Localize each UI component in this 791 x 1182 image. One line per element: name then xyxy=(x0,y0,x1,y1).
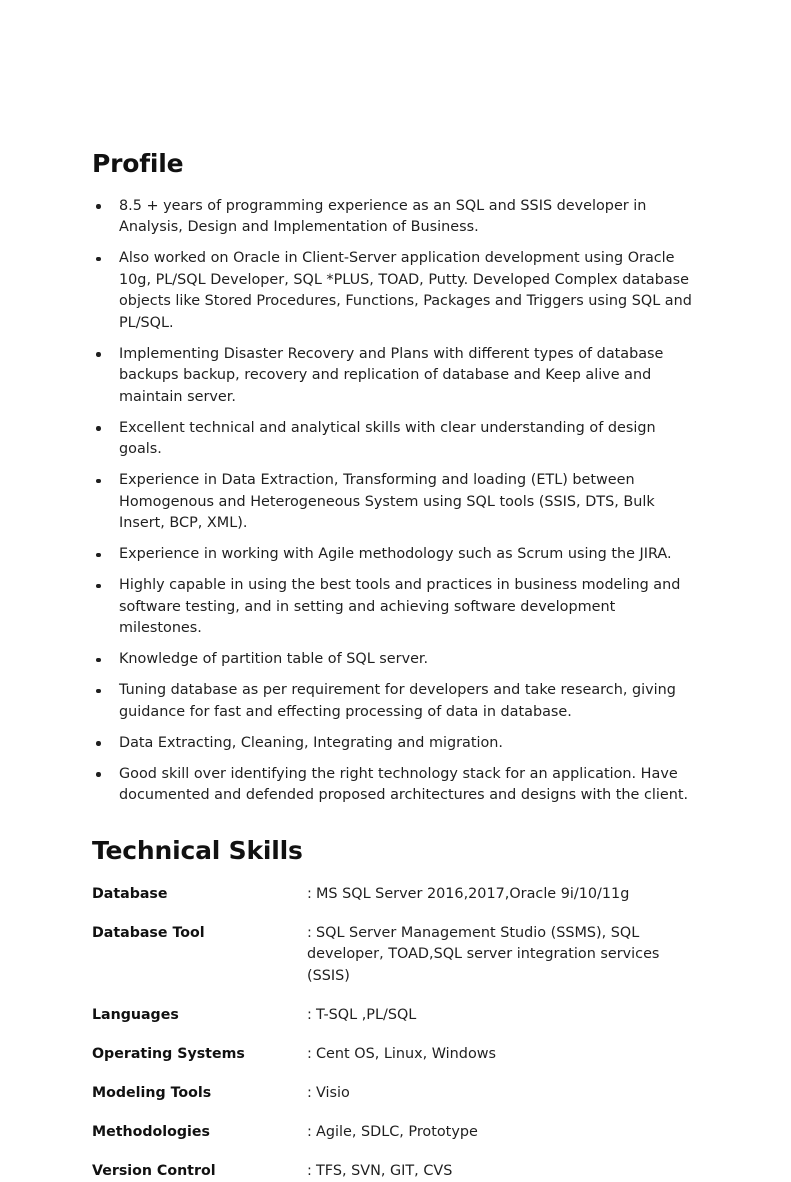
list-item xyxy=(92,575,697,640)
bullet-dot-icon xyxy=(96,204,101,209)
list-item xyxy=(92,344,697,409)
list-item xyxy=(92,196,697,239)
profile-bullet-list xyxy=(92,196,697,807)
bullet-dot-icon xyxy=(96,741,101,746)
list-item-text: Implementing Disaster Recovery and Plans with different types of database backups backup, recovery and replication of database and Keep alive and maintain server. xyxy=(119,346,663,405)
profile-heading: Profile xyxy=(92,150,697,179)
list-item-text: Data Extracting, Cleaning, Integrating and migration. xyxy=(119,735,503,751)
skill-label: Modeling Tools xyxy=(92,1083,307,1122)
skill-label: Version Control xyxy=(92,1161,307,1182)
separator-colon: : xyxy=(307,1161,316,1182)
list-item-text: Highly capable in using the best tools and practices in business modeling and software testing, and in setting and achieving software development milestones. xyxy=(119,577,680,636)
skill-value-text: Cent OS, Linux, Windows xyxy=(316,1046,496,1062)
separator-colon: : xyxy=(307,1005,316,1027)
list-item-text: Good skill over identifying the right technology stack for an application. Have documented and defended proposed architectures and designs with the client. xyxy=(119,766,688,804)
skill-value xyxy=(307,1005,697,1044)
skill-value-text: Visio xyxy=(316,1085,350,1101)
list-item xyxy=(92,680,697,723)
bullet-dot-icon xyxy=(96,426,101,431)
bullet-dot-icon xyxy=(96,352,101,357)
table-row xyxy=(92,1083,697,1122)
bullet-dot-icon xyxy=(96,658,101,663)
skill-value xyxy=(307,1083,697,1122)
skill-value-text: SQL Server Management Studio (SSMS), SQL developer, TOAD,SQL server integration services (SSIS) xyxy=(307,925,659,984)
list-item-text: Excellent technical and analytical skills with clear understanding of design goals. xyxy=(119,420,656,458)
skill-value-text: T-SQL ,PL/SQL xyxy=(316,1007,416,1023)
list-item-text: Experience in Data Extraction, Transforming and loading (ETL) between Homogenous and Heterogeneous System using SQL tools (SSIS, DTS, Bulk Insert, BCP, XML). xyxy=(119,472,655,531)
skill-label: Database Tool xyxy=(92,923,307,1005)
skill-label: Database xyxy=(92,884,307,923)
separator-colon: : xyxy=(307,1044,316,1066)
profile-section xyxy=(92,150,697,807)
table-row xyxy=(92,1005,697,1044)
list-item-text: Tuning database as per requirement for developers and take research, giving guidance for fast and effecting processing of data in database. xyxy=(119,682,676,720)
table-row xyxy=(92,923,697,1005)
skill-value xyxy=(307,1161,697,1182)
table-row xyxy=(92,1044,697,1083)
document-content xyxy=(92,150,697,1182)
skill-value-text: TFS, SVN, GIT, CVS xyxy=(316,1163,452,1179)
bullet-dot-icon xyxy=(96,257,101,262)
bullet-dot-icon xyxy=(96,772,101,777)
skill-value xyxy=(307,1122,697,1161)
list-item xyxy=(92,649,697,671)
list-item xyxy=(92,470,697,535)
list-item-text: Experience in working with Agile methodology such as Scrum using the JIRA. xyxy=(119,546,672,562)
separator-colon: : xyxy=(307,884,316,906)
skill-value-text: Agile, SDLC, Prototype xyxy=(316,1124,478,1140)
list-item-text: Knowledge of partition table of SQL server. xyxy=(119,651,428,667)
separator-colon: : xyxy=(307,1122,316,1144)
bullet-dot-icon xyxy=(96,479,101,484)
skill-value xyxy=(307,884,697,923)
separator-colon: : xyxy=(307,1083,316,1105)
skill-label: Operating Systems xyxy=(92,1044,307,1083)
list-item xyxy=(92,418,697,461)
separator-colon: : xyxy=(307,923,316,945)
technical-skills-table xyxy=(92,884,697,1182)
table-row xyxy=(92,884,697,923)
list-item xyxy=(92,544,697,566)
bullet-dot-icon xyxy=(96,689,101,694)
table-row xyxy=(92,1161,697,1182)
skill-value xyxy=(307,923,697,1005)
table-row xyxy=(92,1122,697,1161)
skill-label: Methodologies xyxy=(92,1122,307,1161)
bullet-dot-icon xyxy=(96,553,101,558)
skill-value-text: MS SQL Server 2016,2017,Oracle 9i/10/11g xyxy=(316,886,629,902)
skill-label: Languages xyxy=(92,1005,307,1044)
technical-skills-section xyxy=(92,837,697,1182)
skill-value xyxy=(307,1044,697,1083)
list-item-text: Also worked on Oracle in Client-Server application development using Oracle 10g, PL/SQL Developer, SQL *PLUS, TOAD, Putty. Developed Complex database objects like Stored Procedures, Functions, Packages and Triggers using SQL and PL/SQL. xyxy=(119,250,692,331)
list-item xyxy=(92,733,697,755)
list-item-text: 8.5 + years of programming experience as an SQL and SSIS developer in Analysis, Design and Implementation of Business. xyxy=(119,198,646,236)
list-item xyxy=(92,764,697,807)
technical-skills-heading: Technical Skills xyxy=(92,837,697,866)
bullet-dot-icon xyxy=(96,584,101,589)
list-item xyxy=(92,248,697,334)
